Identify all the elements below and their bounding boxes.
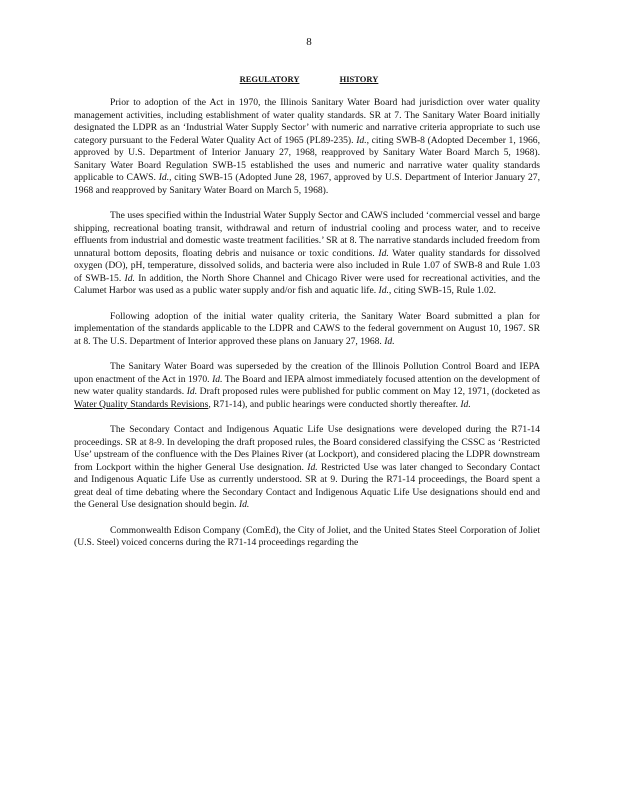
paragraph-text: The Sanitary Water Board was superseded by the creation of the Illinois Pollution Control Board and IEPA upon enactment of the Act in 1970.: [74, 361, 540, 385]
citation-id: Id.: [307, 461, 318, 473]
paragraph-4: [74, 361, 540, 411]
paragraph-text: In addition, the North Shore Channel and Chicago River were used for recreational activities, and the Calumet Harbor was used as a public water supply and/or fish and aquatic life.: [74, 272, 540, 296]
paragraph-text: Following adoption of the initial water quality criteria, the Sanitary Water Board submitted a plan for implementation of the standards applicable to the LDPR and CAWS to the federal government on August 10, 1967. SR at 8. The U.S. Department of Interior approved these plans on January 27, 1968.: [74, 310, 540, 347]
heading-word-history: HISTORY: [339, 74, 379, 84]
paragraph-text: , R71-14), and public hearings were conducted shortly thereafter.: [208, 398, 458, 410]
paragraph-text: Water quality standards for dissolved oxygen (DO), pH, temperature, dissolved solids, and bacteria were also included in Rule 1.07 of SWB-8 and Rule 1.03 of SWB-15.: [74, 247, 540, 284]
citation-id: Id.: [356, 134, 367, 146]
citation-id: Id.: [212, 373, 223, 385]
paragraph-text: The Board and IEPA almost immediately focused attention on the development of new water quality standards.: [74, 373, 540, 397]
section-heading: [0, 74, 618, 84]
citation-id: Id.: [158, 172, 170, 183]
citation-id: Id.: [238, 499, 250, 510]
citation-id: Id.: [186, 386, 198, 397]
paragraph-text: Restricted Use was later changed to Secondary Contact and Indigenous Aquatic Life Use as currently understood. SR at 9. During the R71-14 proceedings, the Board spent a great deal of time debating where the Secondary Contact and Indigenous Aquatic Life Use designations should end and the General Use designation should begin.: [74, 461, 540, 510]
paragraph-1: [74, 97, 540, 197]
paragraph-text: The Secondary Contact and Indigenous Aquatic Life Use designations were developed during the R71-14 proceedings. SR at 8-9. In developing the draft proposed rules, the Board considered classifying the CSSC as ‘Restricted Use’ upstream of the confluence with the Des Plaines River (at Lockport), and considered placing the LDPR downstream from Lockport within the higher General Use designation.: [74, 424, 540, 473]
document-body: [74, 97, 540, 563]
paragraph-text: Draft proposed rules were published for public comment on May 12, 1971, (docketed as: [197, 386, 541, 397]
paragraph-text: , citing SWB-8 (Adopted December 1, 1966, approved by U.S. Department of Interior January 27, 1968, reapproved by Sanitary Water Board March 5, 1968). Sanitary Water Board Regulation SWB-15 established the uses and numeric and narrative water quality standards applicable to CAWS.: [74, 134, 540, 183]
paragraph-text: Commonwealth Edison Company (ComEd), the City of Joliet, and the United States Steel Corporation of Joliet (U.S. Steel) voiced concerns during the R71-14 proceedings regarding the: [74, 524, 540, 548]
citation-id: Id.: [460, 398, 471, 410]
citation-id: Id.: [384, 335, 395, 347]
paragraph-6: [74, 525, 540, 550]
paragraph-text: , citing SWB-15, Rule 1.02.: [388, 285, 497, 296]
paragraph-5: [74, 424, 540, 512]
page-number: 8: [306, 36, 312, 48]
docket-title: Water Quality Standards Revisions: [74, 398, 209, 410]
paragraph-text: Prior to adoption of the Act in 1970, the Illinois Sanitary Water Board had jurisdiction over water quality management activities, including establishment of water quality standards. SR at 7. The Sanitary Water Board initially designated the LDPR as an ‘Industrial Water Supply Sector’ with numeric and narrative criteria appropriate to such use category pursuant to the Federal Water Quality Act of 1965 (PL89-235).: [74, 97, 540, 146]
heading-word-regulatory: REGULATORY: [239, 74, 300, 84]
paragraph-3: [74, 311, 540, 349]
paragraph-2: [74, 210, 540, 298]
paragraph-text: , citing SWB-15 (Adopted June 28, 1967, approved by U.S. Department of Interior January 27, 1968 and reapproved by Sanitary Water Board on March 5, 1968).: [74, 172, 540, 196]
paragraph-text: The uses specified within the Industrial Water Supply Sector and CAWS included ‘commercial vessel and barge shipping, recreational boating transit, withdrawal and return of industrial cooling and process water, and to receive effluents from industrial and domestic waste treatment facilities.’ SR at 8. The narrative standards included freedom from unnatural bottom deposits, floating debris and nuisance or toxic conditions.: [74, 210, 540, 259]
citation-id: Id.: [378, 285, 389, 296]
citation-id: Id.: [124, 272, 135, 284]
citation-id: Id.: [378, 247, 389, 259]
